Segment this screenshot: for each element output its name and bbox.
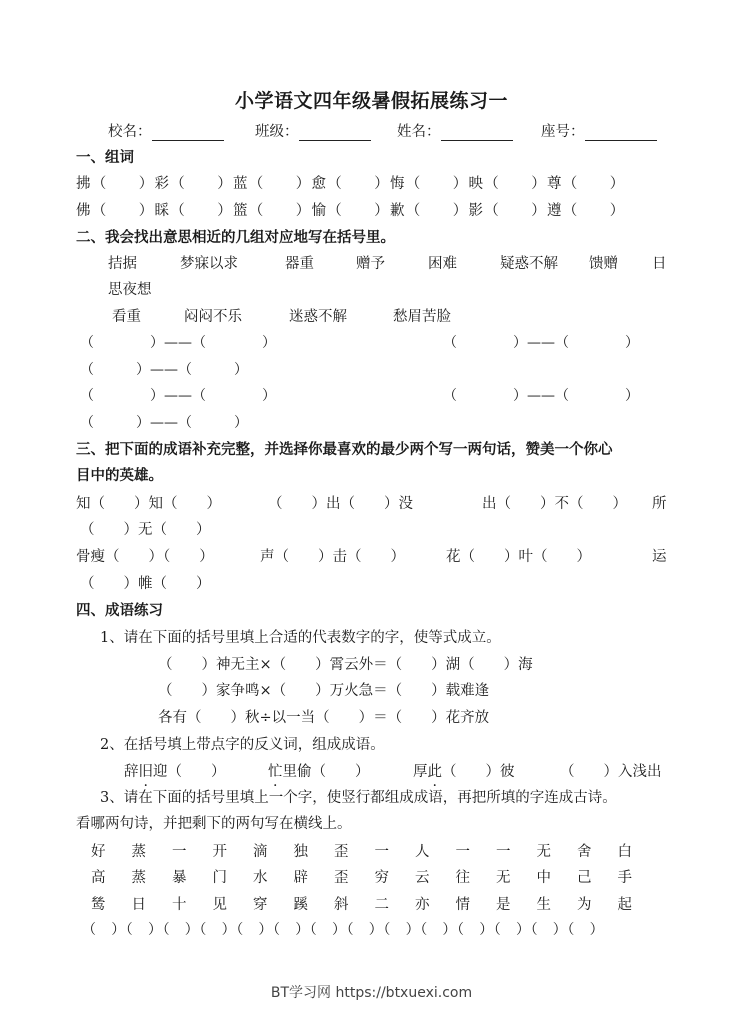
equation-3[interactable]: 各有（ ）秋÷以一当（ ）＝（ ）花齐放 (158, 710, 490, 726)
antonym-2[interactable]: 忙里偷（ ） (268, 764, 370, 780)
sec2-word: 迷惑不解 (289, 309, 347, 325)
sec2-word: 日 (652, 256, 667, 272)
idiom-fill[interactable]: 出（ ）不（ ） (482, 496, 627, 512)
pair-blank[interactable]: （ ）——（ ） (80, 415, 248, 431)
grid-char: 穿 (253, 897, 268, 913)
grid-char: 见 (212, 897, 227, 913)
grid-char: 蹊 (293, 897, 308, 913)
grid-char: 日 (131, 897, 146, 913)
grid-char: 门 (212, 870, 227, 886)
grid-char: 斜 (334, 897, 349, 913)
sec2-word: 梦寐以求 (180, 256, 238, 272)
grid-char: 为 (577, 897, 592, 913)
grid-char: 舍 (577, 844, 592, 860)
grid-char: 蒸 (131, 844, 146, 860)
sec2-word: 拮据 (108, 256, 137, 272)
grid-char: 白 (617, 844, 632, 860)
pair-blank[interactable]: （ ）——（ ） (80, 362, 248, 378)
equation-2[interactable]: （ ）家争鸣×（ ）万火急＝（ ）载难逢 (158, 683, 490, 699)
grid-char: 中 (536, 870, 551, 886)
grid-char: 无 (536, 844, 551, 860)
sec2-word: 看重 (112, 309, 141, 325)
grid-char: 独 (293, 844, 308, 860)
grid-char: 滴 (253, 844, 268, 860)
sec2-word: 闷闷不乐 (184, 309, 242, 325)
q1-instruction: 1、请在下面的括号里填上合适的代表数字的字，使等式成立。 (100, 630, 501, 646)
section3-heading-cont: 目中的英雄。 (76, 468, 163, 484)
grid-answer-row[interactable]: （ ）（ ）（ ）（ ）（ ）（ ）（ ）（ ）（ ）（ ）（ ）（ ）（ ）（ ） (82, 922, 605, 938)
section2-heading: 二、我会找出意思相近的几组对应地写在括号里。 (76, 230, 395, 246)
grid-char: 蒸 (131, 870, 146, 886)
idiom-fill: 运 (652, 549, 667, 565)
sec1-row2: 佛（ ）睬（ ）篮（ ）愉（ ）歉（ ）影（ ）遵（ ） (76, 203, 626, 219)
equation-1[interactable]: （ ）神无主×（ ）霄云外＝（ ）湖（ ）海 (158, 657, 533, 673)
class-blank[interactable] (299, 126, 371, 141)
school-blank[interactable] (152, 126, 224, 141)
sec2-word: 疑惑不解 (500, 256, 558, 272)
footer-watermark: BT学习网 https://btxuexi.com (270, 985, 473, 1001)
grid-char: 鸶 (91, 897, 106, 913)
grid-char: 二 (374, 897, 389, 913)
antonym-1[interactable]: 辞旧迎（ ） (124, 764, 226, 780)
grid-char: 己 (577, 870, 592, 886)
idiom-fill[interactable]: （ ）帷（ ） (80, 576, 211, 592)
pair-blank[interactable]: （ ）——（ ） (80, 388, 276, 404)
idiom-fill[interactable]: 知（ ）知（ ） (76, 496, 221, 512)
sec2-word: 器重 (285, 256, 314, 272)
name-label: 姓名： (397, 120, 513, 141)
school-label: 校名： (108, 120, 224, 141)
sec2-word: 愁眉苦脸 (393, 309, 451, 325)
idiom-fill[interactable]: （ ）出（ ）没 (268, 496, 413, 512)
q3-instruction: 3、请在下面的括号里填上一个字，使竖行都组成成语，再把所填的字连成古诗。 (100, 790, 617, 806)
grid-char: 人 (415, 844, 430, 860)
grid-char: 亦 (415, 897, 430, 913)
pair-blank[interactable]: （ ）——（ ） (80, 335, 276, 351)
grid-char: 无 (496, 870, 511, 886)
grid-char: 一 (455, 844, 470, 860)
grid-char: 歪 (334, 870, 349, 886)
class-label: 班级： (255, 120, 371, 141)
grid-char: 高 (91, 870, 106, 886)
section4-heading: 四、成语练习 (76, 603, 163, 619)
sec1-row1: 拂（ ）彩（ ）蓝（ ）愈（ ）悔（ ）映（ ）尊（ ） (76, 176, 626, 192)
grid-char: 好 (91, 844, 106, 860)
pair-blank[interactable]: （ ）——（ ） (443, 335, 639, 351)
idiom-fill[interactable]: （ ）无（ ） (80, 522, 211, 538)
grid-char: 穷 (374, 870, 389, 886)
sec2-word: 馈赠 (589, 256, 618, 272)
grid-char: 水 (253, 870, 268, 886)
grid-char: 是 (496, 897, 511, 913)
q2-instruction: 2、在括号填上带点字的反义词，组成成语。 (100, 737, 385, 753)
grid-char: 开 (212, 844, 227, 860)
grid-char: 一 (374, 844, 389, 860)
idiom-fill[interactable]: 骨瘦（ ）（ ） (76, 549, 214, 565)
seat-label: 座号： (541, 120, 657, 141)
name-blank[interactable] (441, 126, 513, 141)
sec2-word: 困难 (428, 256, 457, 272)
antonym-4[interactable]: （ ）入浅出 (560, 764, 662, 780)
idiom-fill[interactable]: 花（ ）叶（ ） (446, 549, 591, 565)
section3-heading: 三、把下面的成语补充完整，并选择你最喜欢的最少两个写一两句话，赞美一个你心 (76, 442, 613, 458)
grid-char: 一 (172, 844, 187, 860)
idiom-fill[interactable]: 声（ ）击（ ） (260, 549, 405, 565)
antonym-3[interactable]: 厚此（ ）彼 (413, 764, 515, 780)
grid-char: 歪 (334, 844, 349, 860)
grid-char: 一 (496, 844, 511, 860)
grid-char: 往 (455, 870, 470, 886)
grid-char: 生 (536, 897, 551, 913)
grid-char: 十 (172, 897, 187, 913)
seat-blank[interactable] (585, 126, 657, 141)
grid-char: 辟 (293, 870, 308, 886)
q3-instruction-cont: 看哪两句诗，并把剩下的两句写在横线上。 (76, 816, 352, 832)
pair-blank[interactable]: （ ）——（ ） (443, 388, 639, 404)
grid-char: 手 (617, 870, 632, 886)
section1-heading: 一、组词 (76, 150, 134, 166)
sec2-word: 赠予 (356, 256, 385, 272)
idiom-fill: 所 (652, 496, 667, 512)
sec2-word-cont: 思夜想 (108, 282, 152, 298)
page-title: 小学语文四年级暑假拓展练习一 (234, 90, 508, 112)
grid-char: 起 (617, 897, 632, 913)
grid-char: 情 (455, 897, 470, 913)
grid-char: 暴 (172, 870, 187, 886)
grid-char: 云 (415, 870, 430, 886)
